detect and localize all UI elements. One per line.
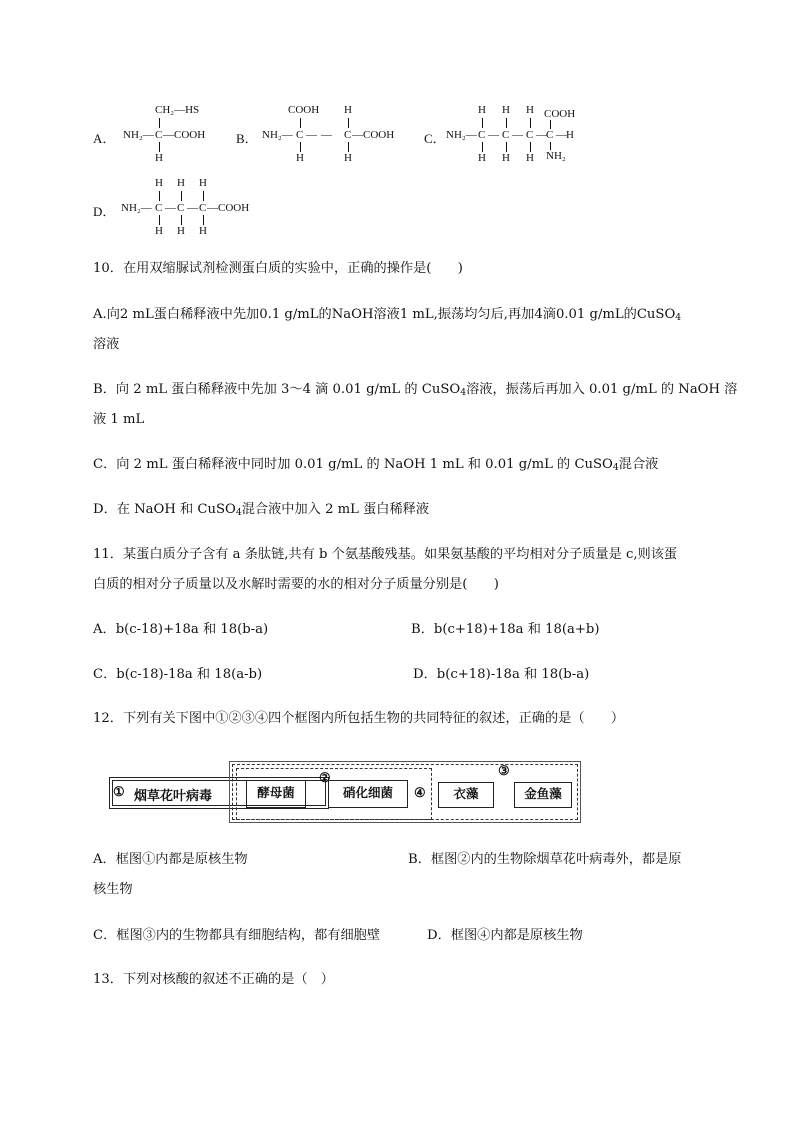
- option-d-formula: [93, 172, 273, 242]
- bond-line: [482, 118, 483, 128]
- option-c-dash: —: [536, 129, 547, 141]
- bond-line: [300, 142, 301, 152]
- option-d-h: H: [199, 177, 207, 189]
- q13-stem: 13．下列对核酸的叙述不正确的是（ ）: [93, 972, 334, 987]
- bond-line: [203, 215, 204, 225]
- bond-line: [300, 118, 301, 128]
- option-c-carbon: C: [478, 129, 486, 141]
- option-b-dash: ——: [306, 129, 336, 141]
- option-a-carbon: C: [155, 129, 163, 141]
- q10-option-a-line2: 溶液: [93, 337, 120, 352]
- q10-option-c: [93, 456, 658, 474]
- subscript: 4: [460, 387, 467, 398]
- q10-option-d-text-2: 混合液中加入 2 mL 蛋白稀释液: [241, 502, 430, 517]
- bond-line: [181, 191, 182, 201]
- option-c-formula: [424, 100, 604, 170]
- frame-3-label: ③: [498, 764, 510, 779]
- option-c-h: H: [566, 129, 574, 141]
- q10-stem: 10．在用双缩脲试剂检测蛋白质的实验中，正确的操作是( ): [93, 261, 463, 276]
- organism-tmv: 烟草花叶病毒: [134, 789, 213, 804]
- option-c-carbon: C: [546, 129, 554, 141]
- option-c-dash: —: [512, 129, 523, 141]
- organism-nitrifying-bacteria-box: [328, 780, 408, 808]
- bond-line: [482, 142, 483, 152]
- option-b-formula: [236, 100, 416, 170]
- q12-option-d: D．框图④内都是原核生物: [427, 928, 583, 943]
- q10-option-b-text-1: B．向 2 mL 蛋白稀释液中先加 3～4 滴 0.01 g/mL 的 CuSO: [93, 382, 461, 397]
- bond-line: [348, 142, 349, 152]
- q10-option-d: [93, 501, 429, 519]
- option-c-nh2-low: NH₂: [546, 150, 566, 162]
- q11-option-c: C．b(c-18)-18a 和 18(a-b): [93, 667, 263, 682]
- q10-option-c-text-2: 混合液: [618, 457, 659, 472]
- option-d-h: H: [155, 177, 163, 189]
- q10-option-d-text-1: D．在 NaOH 和 CuSO: [93, 502, 236, 517]
- option-c-letter: C．: [424, 131, 446, 146]
- q10-option-b-line2: 液 1 mL: [93, 412, 145, 427]
- bond-line: [530, 142, 531, 152]
- bond-line: [159, 142, 160, 152]
- q11-option-b: B．b(c+18)+18a 和 18(a+b): [411, 622, 600, 637]
- option-d-amine: NH₂—: [121, 202, 152, 214]
- option-b-carbon-2: C: [344, 129, 352, 141]
- bond-line: [550, 142, 551, 150]
- organism-diagram: [106, 758, 586, 824]
- option-b-h-1: H: [296, 152, 304, 164]
- q10-option-a-line1: [93, 306, 681, 324]
- bond-line: [159, 191, 160, 201]
- q11-stem-line1: 11．某蛋白质分子含有 a 条肽链,共有 b 个氨基酸残基。如果氨基酸的平均相对分子质量是 c,则该蛋: [93, 547, 678, 562]
- option-a-tail: —COOH: [163, 129, 206, 141]
- q12-option-c: C．框图③内的生物都具有细胞结构，都有细胞壁: [93, 928, 381, 943]
- option-d-letter: D．: [93, 204, 116, 219]
- q10-option-a-text: A.向2 mL蛋白稀释液中先加0.1 g/mL的NaOH溶液1 mL,振荡均匀后,再加4滴0.01 g/mL的CuSO: [93, 307, 676, 322]
- organism-hornwort-box: [514, 782, 572, 808]
- option-a-amine: NH₂—: [123, 129, 154, 141]
- option-c-cooh: COOH: [544, 108, 576, 120]
- q11-stem-line2: 白质的相对分子质量以及水解时需要的水的相对分子质量分别是( ): [93, 577, 499, 592]
- q12-option-b-line2: 核生物: [93, 882, 133, 897]
- q11-option-a: A．b(c-18)+18a 和 18(b-a): [93, 622, 269, 637]
- bond-line: [506, 118, 507, 128]
- bond-line: [181, 215, 182, 225]
- bond-line: [550, 120, 551, 129]
- subscript: 4: [235, 507, 242, 518]
- subscript: 4: [612, 462, 619, 473]
- option-b-cooh-top: COOH: [288, 104, 320, 116]
- organism-yeast-box: [246, 780, 306, 808]
- option-d-h: H: [177, 225, 185, 237]
- option-c-carbon: C: [526, 129, 534, 141]
- bond-line: [159, 215, 160, 225]
- q10-option-b-text-2: 溶液，振荡后再加入 0.01 g/mL 的 NaOH 溶: [466, 382, 738, 397]
- organism-hornwort: 金鱼藻: [524, 786, 562, 801]
- q12-option-b-line1: B．框图②内的生物除烟草花叶病毒外，都是原: [408, 852, 682, 867]
- option-c-amine: NH₂—: [446, 129, 477, 141]
- option-c-h: H: [502, 104, 510, 116]
- option-d-dash: —: [187, 202, 198, 214]
- bond-line: [506, 142, 507, 152]
- option-d-carbon: C: [177, 202, 185, 214]
- option-a-formula: [93, 100, 223, 170]
- bond-line: [203, 191, 204, 201]
- option-c-carbon: C: [502, 129, 510, 141]
- option-c-h: H: [478, 152, 486, 164]
- option-b-h-2: H: [344, 152, 352, 164]
- q10-option-b-line1: [93, 381, 737, 399]
- option-c-h: H: [502, 152, 510, 164]
- organism-chlamydomonas: 衣藻: [453, 786, 479, 801]
- option-b-tail: —COOH: [352, 129, 395, 141]
- organism-chlamydomonas-box: [438, 782, 494, 808]
- frame-2-label: ②: [319, 771, 331, 786]
- option-d-tail: —COOH: [207, 202, 250, 214]
- option-d-carbon: C: [155, 202, 163, 214]
- option-c-dash: —: [556, 129, 567, 141]
- frame-1-label: ①: [113, 785, 125, 800]
- option-b-h-top: H: [344, 104, 352, 116]
- option-c-h: H: [526, 104, 534, 116]
- bond-line: [530, 118, 531, 128]
- option-a-letter: A．: [93, 131, 116, 146]
- frame-4-label: ④: [414, 786, 426, 801]
- q10-option-c-text-1: C．向 2 mL 蛋白稀释液中同时加 0.01 g/mL 的 NaOH 1 mL 和 0.01 g/mL 的 CuSO: [93, 457, 613, 472]
- subscript: 4: [675, 312, 682, 323]
- option-d-dash: —: [165, 202, 176, 214]
- option-d-h: H: [199, 225, 207, 237]
- q11-option-d: D．b(c+18)-18a 和 18(b-a): [413, 667, 590, 682]
- bond-line: [159, 118, 160, 128]
- q12-option-a: A．框图①内都是原核生物: [93, 852, 248, 867]
- q12-stem: 12．下列有关下图中①②③④四个框图内所包括生物的共同特征的叙述，正确的是（ ）: [93, 711, 625, 726]
- option-c-h: H: [478, 104, 486, 116]
- bond-line: [348, 118, 349, 128]
- option-d-carbon: C: [199, 202, 207, 214]
- organism-nitrifying-bacteria: 硝化细菌: [342, 785, 393, 800]
- option-a-top-group: CH₂—HS: [155, 104, 200, 116]
- option-d-h: H: [177, 177, 185, 189]
- option-c-h: H: [526, 152, 534, 164]
- option-b-amine: NH₂—: [262, 129, 293, 141]
- option-c-dash: —: [488, 129, 499, 141]
- option-a-h: H: [155, 152, 163, 164]
- option-b-letter: B．: [236, 131, 258, 146]
- option-b-carbon-1: C: [296, 129, 304, 141]
- organism-yeast: 酵母菌: [257, 785, 295, 800]
- option-d-h: H: [155, 225, 163, 237]
